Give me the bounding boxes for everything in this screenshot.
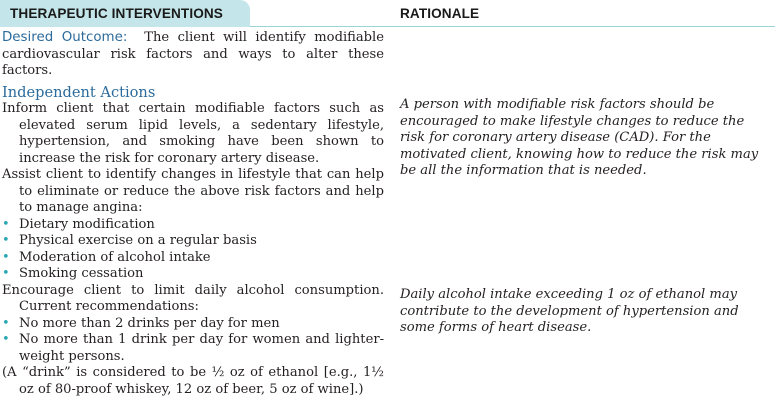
list-item-text: No more than 2 drinks per day for men: [19, 315, 280, 331]
list-item: [2, 332, 384, 365]
list-item: [2, 217, 384, 234]
intervention-assist: Assist client to identify changes in lifestyle that can help to eliminate or reduce the above risk factors and help to manage angina:: [2, 167, 384, 215]
list-item-text: Physical exercise on a regular basis: [19, 233, 257, 248]
rationale-heading: RATIONALE: [400, 6, 480, 21]
bullet-icon: •: [2, 315, 10, 331]
bullet-icon: •: [2, 233, 10, 248]
list-item-text: Smoking cessation: [19, 266, 144, 281]
list-item-text: Moderation of alcohol intake: [19, 249, 211, 265]
rationale-header: [400, 0, 479, 27]
interventions-column: [2, 30, 384, 398]
bullet-icon: •: [2, 249, 10, 265]
interventions-heading: THERAPEUTIC INTERVENTIONS: [10, 6, 223, 21]
rationale-risk-factors: A person with modifiable risk factors should be encouraged to make lifestyle changes to reduce the risk for coronary artery disease (CAD). For the motivated client, knowing how to reduce the risk may be all the information that is needed.: [400, 97, 759, 178]
list-item: [2, 233, 384, 250]
interventions-header-tab: [0, 0, 250, 27]
list-item: [2, 250, 384, 267]
section-title: Independent Actions: [2, 83, 156, 101]
list-item-text: Dietary modification: [19, 216, 155, 232]
bullet-icon: •: [2, 332, 10, 347]
bullet-icon: •: [2, 216, 10, 232]
desired-outcome: [2, 30, 384, 80]
list-item: [2, 316, 384, 333]
table-header: [0, 0, 775, 27]
list-item-text: No more than 1 drink per day for women and lighter-weight persons.: [19, 332, 384, 364]
desired-outcome-label: Desired Outcome:: [2, 30, 128, 45]
rationale-alcohol: Daily alcohol intake exceeding 1 oz of ethanol may contribute to the development of hypertension and some forms of heart disease.: [400, 287, 739, 335]
intervention-inform: Inform client that certain modifiable factors such as elevated serum lipid levels, a sedentary lifestyle, hypertension, and smoking have been shown to increase the risk for coronary artery disease.: [2, 101, 384, 166]
drink-definition-note: (A “drink” is considered to be ½ oz of ethanol [e.g., 1½ oz of 80-proof whiskey, 12 oz of beer, 5 oz of wine].): [2, 365, 384, 397]
intervention-encourage: Encourage client to limit daily alcohol consumption. Current recommendations:: [2, 282, 384, 314]
bullet-icon: •: [2, 266, 10, 281]
desired-outcome-text: The client will identify modifiable cardiovascular risk factors and ways to alter these factors.: [2, 30, 384, 78]
list-item: [2, 266, 384, 283]
